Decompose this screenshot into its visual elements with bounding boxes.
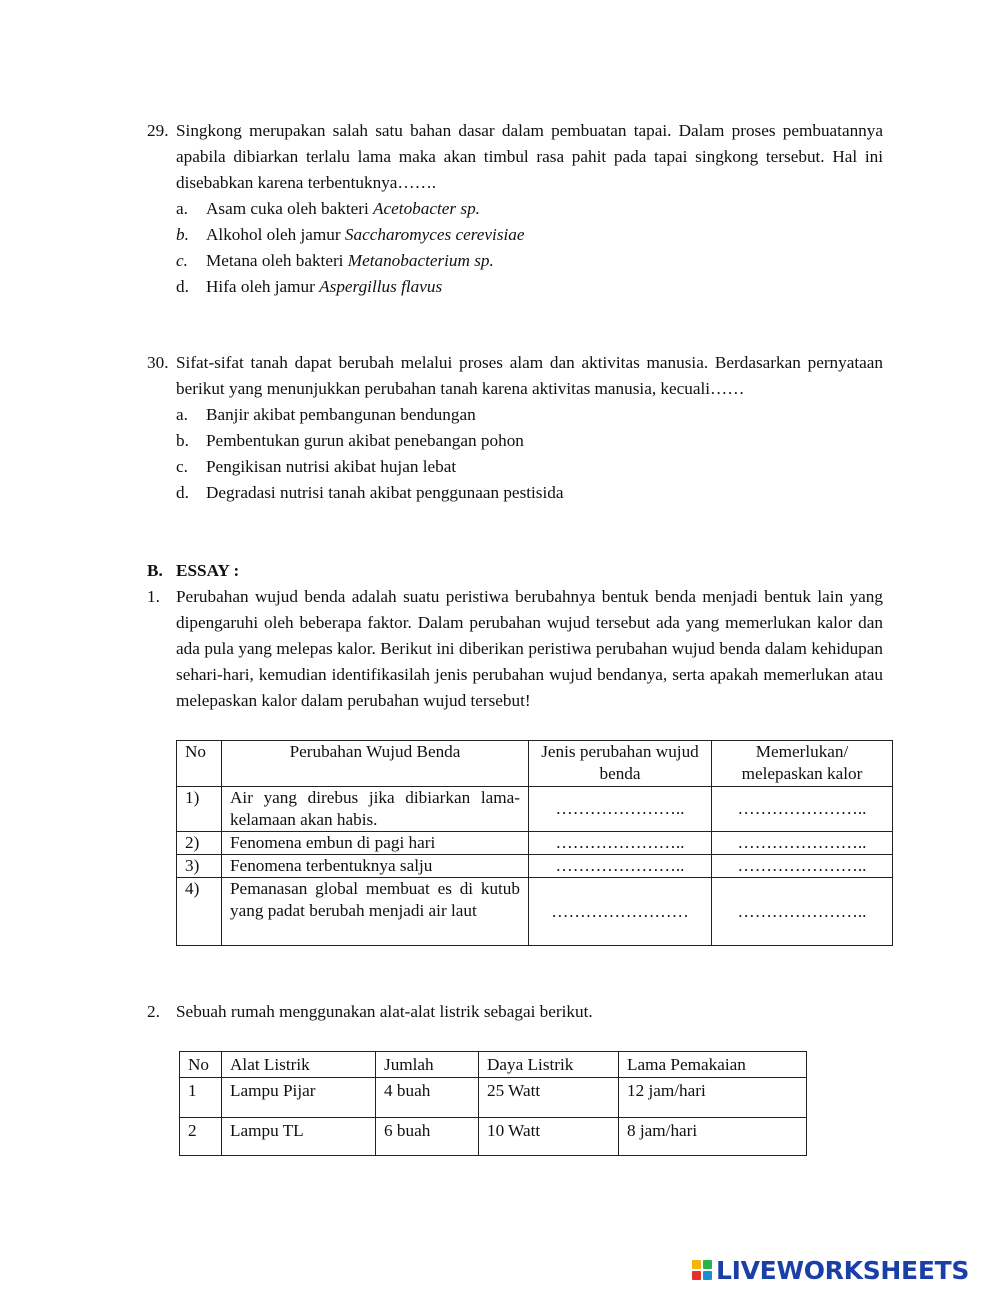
option-a xyxy=(176,402,883,428)
header-cell: No xyxy=(180,1052,222,1078)
header-cell: Jumlah xyxy=(376,1052,479,1078)
option-b xyxy=(176,428,883,454)
table-row xyxy=(180,1118,807,1156)
header-cell: No xyxy=(177,741,222,787)
question-text: Perubahan wujud benda adalah suatu peristiwa berubahnya bentuk benda menjadi bentuk lain yang dipengaruhi oleh beberapa faktor. Dalam perubahan wujud tersebut ada yang memerlukan kalor dan ada pula yang melepas kalor. Berikut ini diberikan peristiwa perubahan wujud benda dalam kehidupan sehari-hari, kemudian identifikasilah jenis perubahan wujud bendanya, serta apakah memerlukan atau melepaskan kalor dalam perubahan wujud tersebut! xyxy=(176,587,883,710)
option-label: b. xyxy=(176,431,189,450)
state-change-table xyxy=(176,740,893,946)
liveworksheets-logo xyxy=(692,1256,969,1284)
table-cell: 10 Watt xyxy=(479,1118,619,1156)
option-species: Metanobacterium sp. xyxy=(347,251,494,270)
type-answer-blank[interactable]: ………………….. xyxy=(529,855,712,878)
heat-answer-blank[interactable]: ………………….. xyxy=(712,878,893,946)
event-cell: Fenomena embun di pagi hari xyxy=(222,832,529,855)
appliance-table xyxy=(179,1051,807,1156)
option-text: Banjir akibat pembangunan bendungan xyxy=(206,405,476,424)
essay-question-1 xyxy=(147,584,883,714)
row-number: 4) xyxy=(177,878,222,946)
option-text: Metana oleh bakteri xyxy=(206,251,348,270)
option-b xyxy=(176,222,883,248)
header-cell: Daya Listrik xyxy=(479,1052,619,1078)
option-label: a. xyxy=(176,405,188,424)
type-answer-blank[interactable]: ………………….. xyxy=(529,787,712,832)
table-cell: 6 buah xyxy=(376,1118,479,1156)
event-cell: Pemanasan global membuat es di kutub yang padat berubah menjadi air laut xyxy=(222,878,529,946)
table-cell: 2 xyxy=(180,1118,222,1156)
option-c xyxy=(176,248,883,274)
option-label: a. xyxy=(176,199,188,218)
logo-tile xyxy=(692,1271,701,1280)
question-30 xyxy=(147,350,883,506)
table-header-row xyxy=(177,741,893,787)
option-text: Hifa oleh jamur xyxy=(206,277,320,296)
question-text: Sebuah rumah menggunakan alat-alat listrik sebagai berikut. xyxy=(176,1002,593,1021)
option-c xyxy=(176,454,883,480)
question-29 xyxy=(147,118,883,300)
table-row xyxy=(177,855,893,878)
essay-question-2 xyxy=(147,999,883,1025)
option-text: Pengikisan nutrisi akibat hujan lebat xyxy=(206,457,457,476)
question-text: Sifat-sifat tanah dapat berubah melalui proses alam dan aktivitas manusia. Berdasarkan pernyataan berikut yang menunjukkan perubahan tanah karena aktivitas manusia, kecuali…… xyxy=(176,353,883,398)
header-cell: Memerlukan/ melepaskan kalor xyxy=(712,741,893,787)
logo-tile xyxy=(703,1271,712,1280)
table-cell: 12 jam/hari xyxy=(619,1078,807,1118)
option-species: Aspergillus flavus xyxy=(319,277,443,296)
option-text: Degradasi nutrisi tanah akibat penggunaan pestisida xyxy=(206,483,564,502)
table-cell: 25 Watt xyxy=(479,1078,619,1118)
table-cell: 8 jam/hari xyxy=(619,1118,807,1156)
option-label: d. xyxy=(176,483,189,502)
option-a xyxy=(176,196,883,222)
option-d xyxy=(176,274,883,300)
logo-tile xyxy=(703,1260,712,1269)
question-number: 2. xyxy=(147,1002,160,1021)
option-label: c. xyxy=(176,251,188,270)
question-number: 1. xyxy=(147,587,160,606)
header-cell: Lama Pemakaian xyxy=(619,1052,807,1078)
question-text: Singkong merupakan salah satu bahan dasar dalam pembuatan tapai. Dalam proses pembuatannya apabila dibiarkan terlalu lama maka akan timbul rasa pahit pada tapai singkong tersebut. Hal ini disebabkan karena terbentuknya……. xyxy=(176,121,883,192)
option-text: Asam cuka oleh bakteri xyxy=(206,199,374,218)
option-species: Acetobacter sp. xyxy=(373,199,480,218)
type-answer-blank[interactable]: ………………….. xyxy=(529,832,712,855)
table-cell: 1 xyxy=(180,1078,222,1118)
row-number: 1) xyxy=(177,787,222,832)
header-cell: Perubahan Wujud Benda xyxy=(222,741,529,787)
table-cell: Lampu TL xyxy=(222,1118,376,1156)
option-text: Pembentukan gurun akibat penebangan pohon xyxy=(206,431,524,450)
logo-tiles-icon xyxy=(692,1260,712,1280)
option-label: b. xyxy=(176,225,189,244)
header-cell: Jenis perubahan wujud benda xyxy=(529,741,712,787)
section-title: ESSAY : xyxy=(176,561,240,580)
row-number: 2) xyxy=(177,832,222,855)
event-cell: Fenomena terbentuknya salju xyxy=(222,855,529,878)
question-number: 30. xyxy=(147,353,169,372)
heat-answer-blank[interactable]: ………………….. xyxy=(712,855,893,878)
essay-section-heading xyxy=(147,558,883,584)
option-species: Saccharomyces cerevisiae xyxy=(344,225,525,244)
option-d xyxy=(176,480,883,506)
option-text: Alkohol oleh jamur xyxy=(206,225,345,244)
header-cell: Alat Listrik xyxy=(222,1052,376,1078)
option-label: c. xyxy=(176,457,188,476)
table-cell: 4 buah xyxy=(376,1078,479,1118)
row-number: 3) xyxy=(177,855,222,878)
heat-answer-blank[interactable]: ………………….. xyxy=(712,832,893,855)
event-cell: Air yang direbus jika dibiarkan lama-kelamaan akan habis. xyxy=(222,787,529,832)
heat-answer-blank[interactable]: ………………….. xyxy=(712,787,893,832)
table-header-row xyxy=(180,1052,807,1078)
logo-text: LIVEWORKSHEETS xyxy=(716,1255,970,1285)
table-row xyxy=(180,1078,807,1118)
table-row xyxy=(177,787,893,832)
table-row xyxy=(177,878,893,946)
question-number: 29. xyxy=(147,121,169,140)
logo-tile xyxy=(692,1260,701,1269)
option-label: d. xyxy=(176,277,189,296)
type-answer-blank[interactable]: …………………… xyxy=(529,878,712,946)
table-cell: Lampu Pijar xyxy=(222,1078,376,1118)
section-label: B. xyxy=(147,561,163,580)
table-row xyxy=(177,832,893,855)
